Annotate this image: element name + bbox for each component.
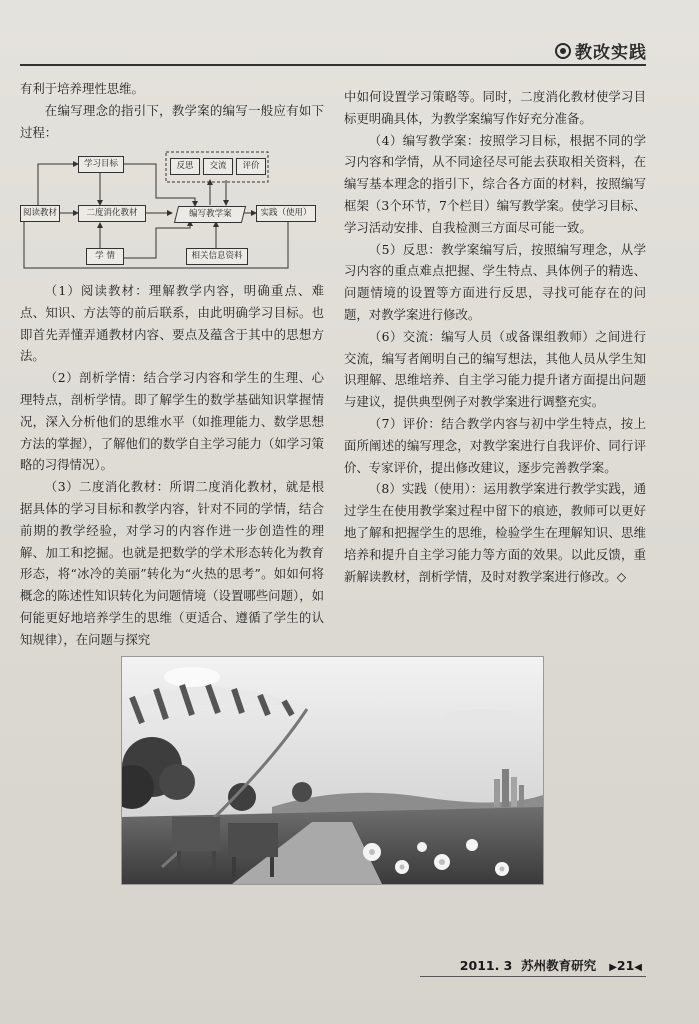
- issue-number: 2011. 3: [459, 958, 513, 973]
- landscape-photo: [121, 656, 544, 885]
- step-8-practice: （8）实践（使用）：运用教学案进行教学实践，通过学生在使用教学案过程中留下的痕迹，教师可以更好地了解和把握学生的思维，检验学生在理解知识、思维培养和提升自主学习能力等方面的效果。以此反馈，重新解读教材，剖析学情，及时对教学案进行修改。◇: [344, 481, 646, 584]
- triangle-left-icon: ◀: [634, 962, 642, 973]
- step-5-reflect: （5）反思：教学案编写后，按照编写理念，从学习内容的重点难点把握、学生特点、具体例子的精选、问题情境的设置等方面进行反思，寻找可能存在的问题，对教学案进行修改。: [344, 241, 646, 322]
- step-3-second-digest: （3）二度消化教材：所谓二度消化教材，就是根据具体的学习目标和教学内容，针对不同的学情，结合前期的教学经验，对学习的内容作进一步创造性的理解、加工和挖掘。也就是把数学的学术形态转化为教育形态，将“冰冷的美丽”转化为“火热的思考”。如如何将概念的陈述性知识转化为问题情境（设置哪些问题），如何能更好地培养学生的思维（更适合、遵循了学生的认知规律），在问题与探究: [20, 479, 324, 647]
- step-3-continued: 中如何设置学习策略等。同时，二度消化教材使学习目标更明确具体，为教学案编写作好充分准备。: [344, 89, 646, 126]
- box-practice: 实践（使用）: [256, 205, 316, 222]
- box-read-textbook: 阅读教材: [20, 205, 60, 222]
- box-write-plan: [174, 206, 246, 223]
- left-column-body: [20, 280, 324, 651]
- box-write-plan-label: 编写教学案: [188, 209, 232, 219]
- landscape-illustration: [122, 657, 543, 884]
- intro-line-2: 在编写理念的指引下，教学案的编写一般应有如下过程：: [20, 102, 324, 140]
- section-title: 教改实践: [575, 43, 647, 63]
- step-2-analyze-learner: （2）剖析学情：结合学习内容和学生的生理、心理特点，剖析学情。即了解学生的数学基础知识掌握情况，深入分析他们的思维水平（如推理能力、数学思想方法的掌握），了解他们的数学自主学习能力（如学习策略的习得情况）。: [20, 370, 324, 473]
- page-footer: [460, 956, 642, 974]
- box-reflect: 反思: [170, 158, 200, 175]
- box-evaluate: 评价: [236, 158, 266, 175]
- box-learner: 学 情: [86, 248, 124, 265]
- step-4-write-plan: （4）编写教学案：按照学习目标，根据不同的学习内容和学情，从不同途径尽可能去获取相关资料，在编写基本理念的指引下，综合各方面的材料，按照编写框架（3个环节，7个栏目）编写教学案。使学习目标、学习活动安排、自我检测三方面尽可能一致。: [344, 132, 646, 235]
- process-flow-diagram: [20, 150, 320, 275]
- box-second-digest: 二度消化教材: [78, 205, 146, 222]
- page-number: 21: [616, 958, 635, 973]
- footer-rule: [420, 976, 646, 977]
- step-7-evaluate: （7）评价：结合教学内容与初中学生特点，按上面所阐述的编写理念，对教学案进行自我评价、同行评价、专家评价，提出修改建议，逐步完善教学案。: [344, 415, 646, 475]
- box-exchange: 交流: [203, 158, 233, 175]
- box-resources: 相关信息资料: [186, 248, 248, 265]
- step-1-read-textbook: （1）阅读教材：理解教学内容，明确重点、难点、知识、方法等的前后联系，由此明确学习目标。也即首先弄懂弄通教材内容、要点及蕴含于其中的思想方法。: [20, 283, 324, 364]
- intro-line-1: 有利于培养理性思维。: [20, 81, 144, 96]
- header-rule: [20, 64, 646, 66]
- step-6-exchange: （6）交流：编写人员（或备课组教师）之间进行交流，编写者阐明自己的编写想法，其他人员从学生知识理解、思维培养、自主学习能力提升诸方面提出问题与建议，提供典型例子对教学案进行调整充实。: [344, 328, 646, 410]
- circle-bullet-icon: [555, 43, 571, 59]
- triangle-right-icon: ▶: [609, 962, 617, 973]
- left-column-intro: [20, 78, 324, 143]
- journal-name: 苏州教育研究: [521, 958, 597, 973]
- section-header: [555, 38, 647, 63]
- right-column-body: [344, 86, 646, 587]
- box-study-goal: 学习目标: [78, 156, 124, 173]
